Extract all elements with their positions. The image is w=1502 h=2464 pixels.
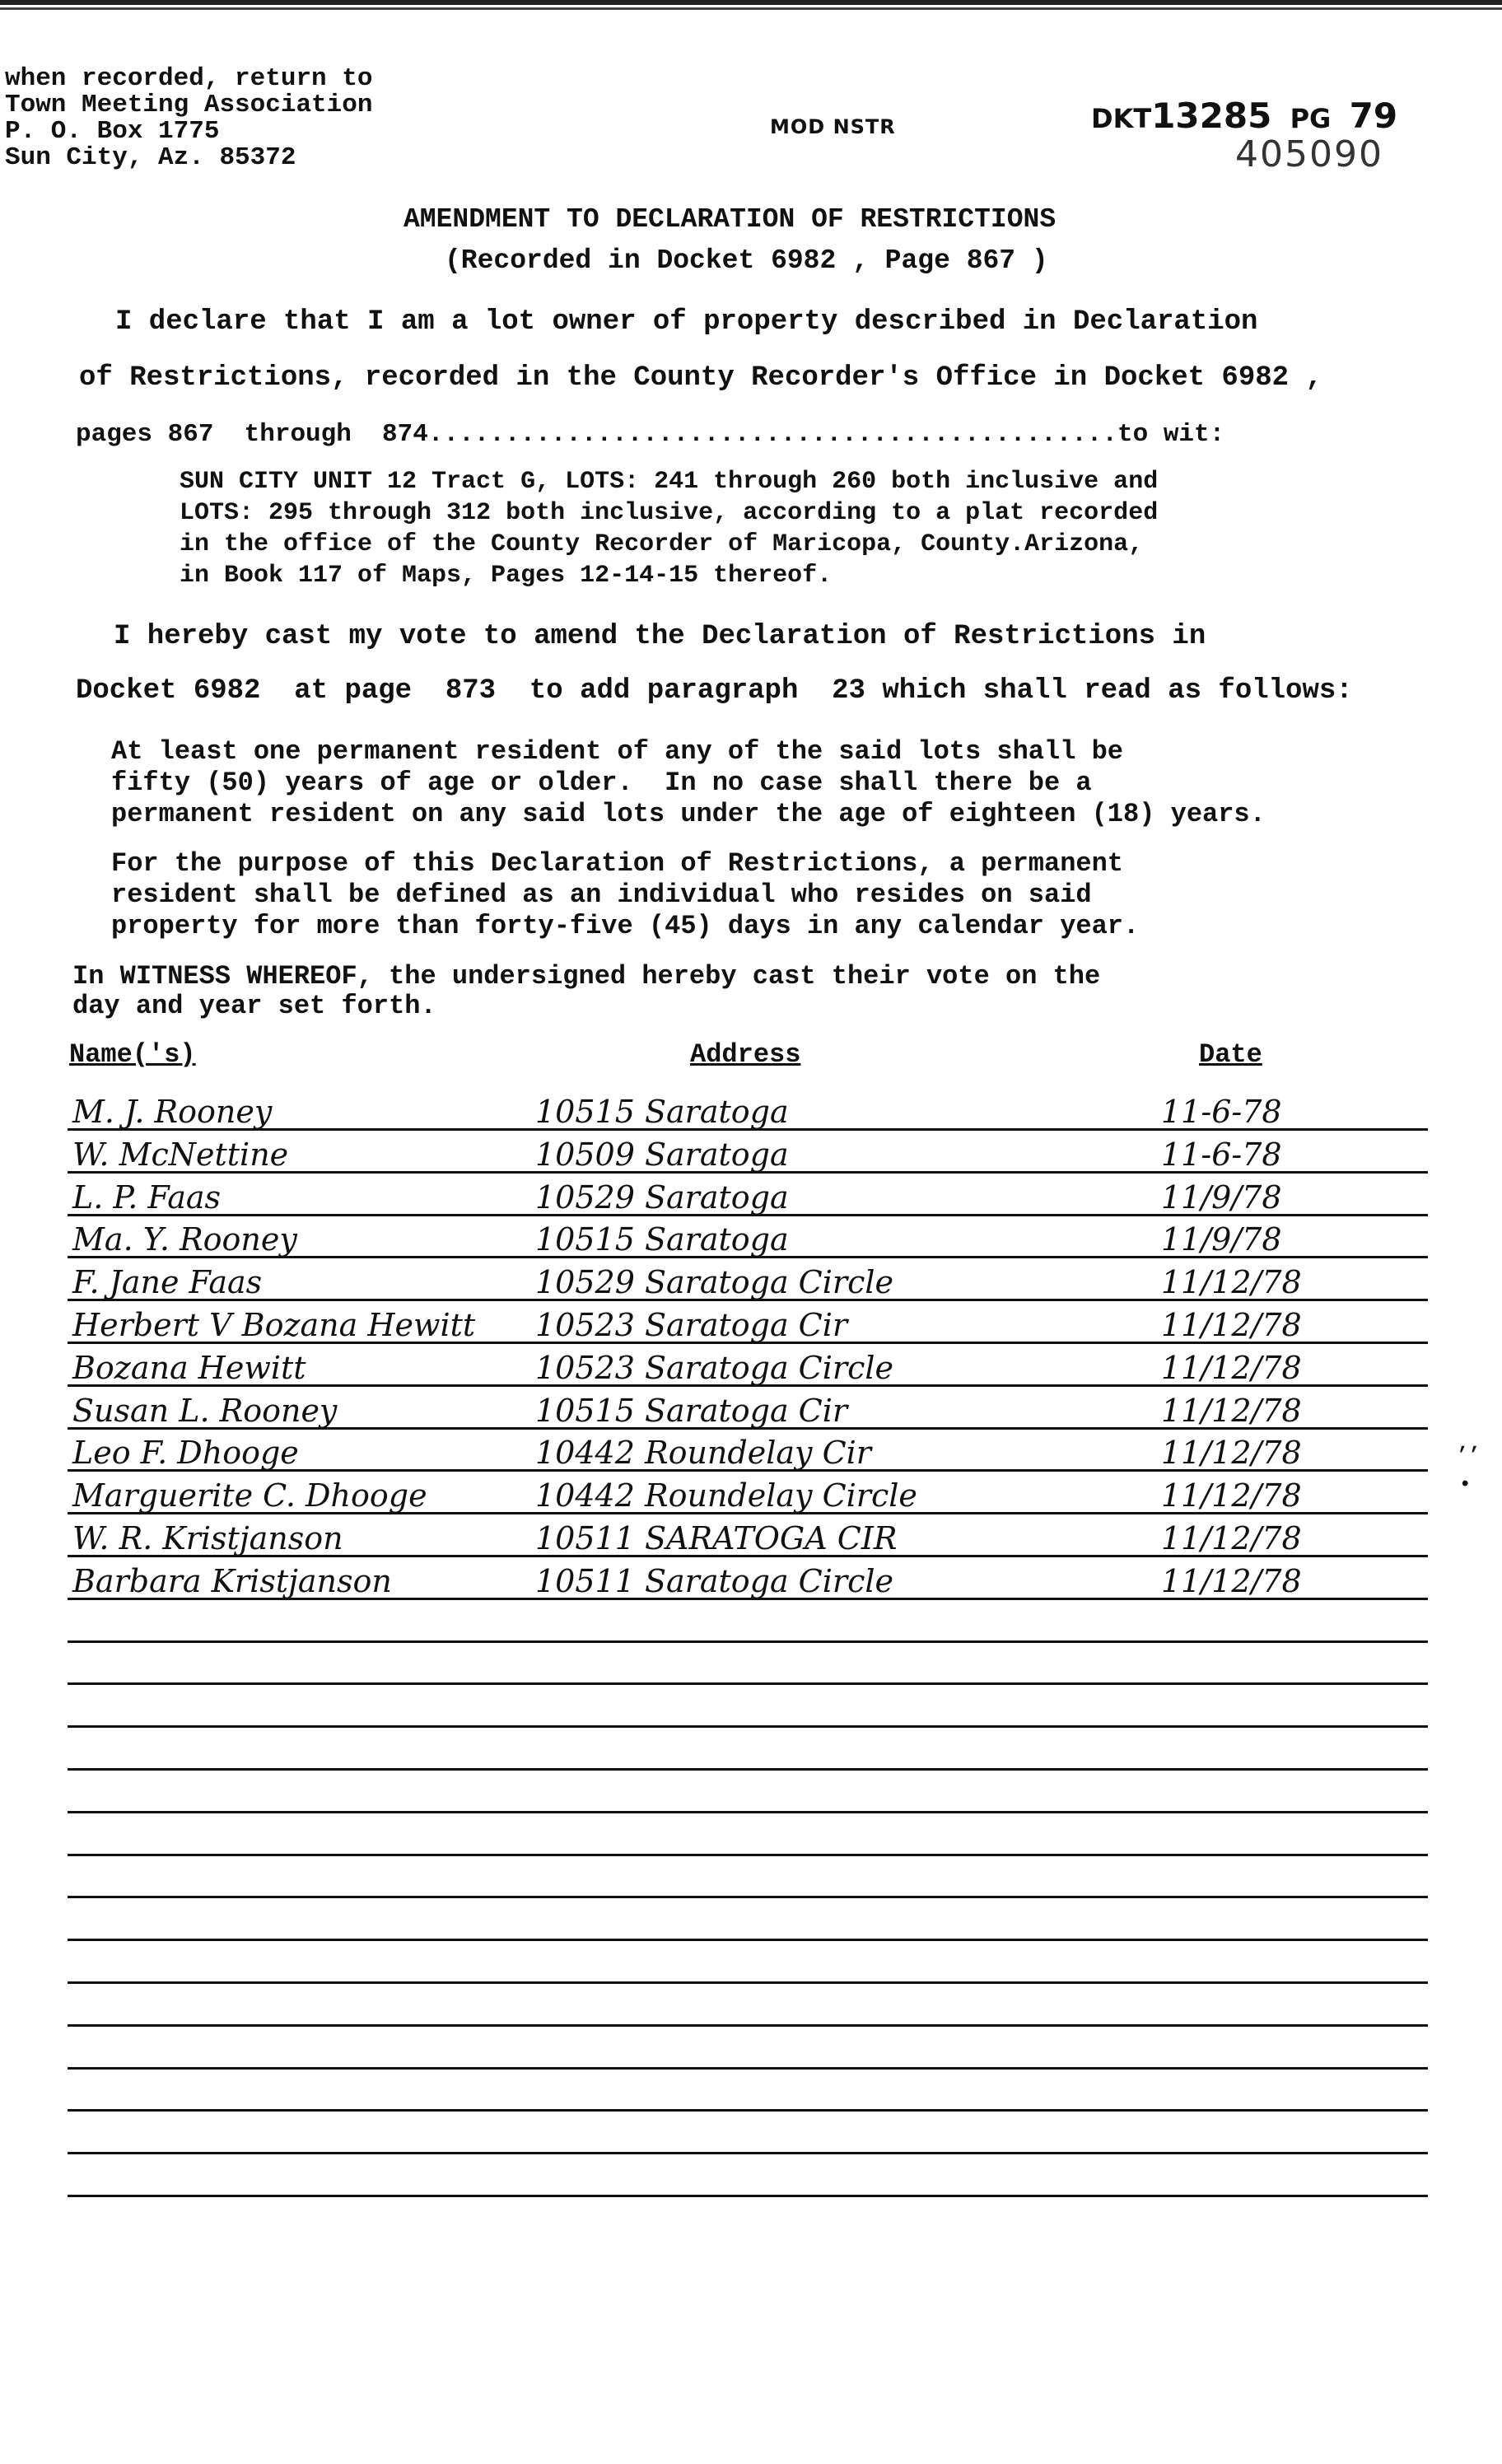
signature-rule-line — [68, 1640, 1428, 1643]
signature-date: 11/9/78 — [1161, 1179, 1282, 1216]
signature-date: 11/12/78 — [1161, 1477, 1302, 1514]
return-line-4: Sun City, Az. 85372 — [5, 143, 296, 172]
signature-rule-line — [68, 1939, 1428, 1941]
signature-address: 10511 SARATOGA CIR — [535, 1520, 898, 1556]
return-line-2: Town Meeting Association — [5, 91, 373, 119]
signature-address: 10442 Roundelay Cir — [535, 1435, 871, 1471]
signature-rule-line — [68, 1811, 1428, 1813]
para23-line-3: permanent resident on any said lots under the age of eighteen (18) years. — [111, 799, 1266, 829]
signature-date: 11-6-78 — [1161, 1094, 1282, 1130]
signature-date: 11/12/78 — [1161, 1264, 1302, 1300]
paragraph-23 — [111, 736, 1266, 830]
docket-stamp — [1091, 96, 1397, 136]
margin-mark: ,, — [1458, 1433, 1481, 1455]
signature-rule-line — [68, 1768, 1428, 1771]
signature-date: 11/12/78 — [1161, 1350, 1302, 1386]
witness-clause — [72, 962, 1100, 1021]
signature-rule-line — [68, 2024, 1428, 2027]
signature-name: W. R. Kristjanson — [72, 1520, 343, 1556]
signature-address: 10529 Saratoga Circle — [535, 1264, 893, 1300]
para23-line-2: fifty (50) years of age or older. In no case shall there be a — [111, 768, 1092, 798]
signature-date: 11/12/78 — [1161, 1307, 1302, 1343]
signature-name: F. Jane Faas — [72, 1264, 263, 1300]
legal-description — [180, 466, 1158, 591]
scan-top-edge — [0, 0, 1502, 25]
signature-address: 10523 Saratoga Circle — [535, 1350, 893, 1386]
header-date: Date — [1199, 1039, 1262, 1070]
dkt-label: DKT — [1091, 103, 1152, 134]
signature-name: Leo F. Dhooge — [72, 1435, 299, 1471]
signature-rule-line — [68, 2109, 1428, 2112]
pg-number: 79 — [1349, 96, 1398, 136]
signature-date: 11/12/78 — [1161, 1520, 1302, 1556]
signature-name: L. P. Faas — [72, 1179, 222, 1216]
margin-dot: • — [1459, 1474, 1472, 1496]
legal-line-2: LOTS: 295 through 312 both inclusive, according to a plat recorded — [180, 499, 1159, 527]
witness-line-1: In WITNESS WHEREOF, the undersigned hereby cast their vote on the — [72, 961, 1101, 992]
signature-address: 10529 Saratoga — [535, 1179, 789, 1216]
signature-address: 10511 Saratoga Circle — [535, 1563, 893, 1599]
definition-line-1: For the purpose of this Declaration of Restrictions, a permanent — [111, 848, 1123, 879]
para23-line-1: At least one permanent resident of any of the said lots shall be — [111, 736, 1123, 767]
definition-line-3: property for more than forty-five (45) days in any calendar year. — [111, 911, 1140, 941]
signature-address: 10523 Saratoga Cir — [535, 1307, 848, 1343]
legal-line-1: SUN CITY UNIT 12 Tract G, LOTS: 241 through 260 both inclusive and — [180, 468, 1159, 496]
signature-rule-line — [68, 1682, 1428, 1685]
signature-rule-line — [68, 1854, 1428, 1856]
declaration-line-3: pages 867 through 874.............................................to wit: — [76, 420, 1225, 449]
signature-date: 11/9/78 — [1161, 1221, 1282, 1258]
dkt-number: 13285 — [1151, 96, 1272, 136]
signature-name: Susan L. Rooney — [72, 1393, 338, 1429]
pg-label: PG — [1290, 103, 1332, 134]
signature-name: Herbert V Bozana Hewitt — [72, 1307, 476, 1343]
signature-name: Marguerite C. Dhooge — [72, 1477, 427, 1514]
declaration-line-2: of Restrictions, recorded in the County Recorder's Office in Docket 6982 , — [79, 362, 1322, 394]
signature-date: 11-6-78 — [1161, 1136, 1282, 1173]
legal-line-4: in Book 117 of Maps, Pages 12-14-15 thereof. — [180, 562, 833, 590]
signature-rule-line — [68, 2152, 1428, 2154]
definition-line-2: resident shall be defined as an individual who resides on said — [111, 880, 1092, 910]
signature-address: 10515 Saratoga — [535, 1221, 789, 1258]
signature-rule-line — [68, 1896, 1428, 1898]
declaration-line-1: I declare that I am a lot owner of property described in Declaration — [115, 306, 1258, 338]
signature-rule-line — [68, 1981, 1428, 1984]
document-title: AMENDMENT TO DECLARATION OF RESTRICTIONS — [403, 204, 1057, 235]
witness-line-2: day and year set forth. — [72, 991, 436, 1021]
signature-address: 10442 Roundelay Circle — [535, 1477, 917, 1514]
legal-line-3: in the office of the County Recorder of Maricopa, County.Arizona, — [180, 530, 1144, 558]
signature-date: 11/12/78 — [1161, 1435, 1302, 1471]
signature-rule-line — [68, 2067, 1428, 2070]
header-name: Name('s) — [69, 1039, 196, 1070]
header-address: Address — [690, 1039, 801, 1070]
signature-date: 11/12/78 — [1161, 1563, 1302, 1599]
signature-address: 10515 Saratoga Cir — [535, 1393, 848, 1429]
signature-name: Barbara Kristjanson — [72, 1563, 392, 1599]
signature-date: 11/12/78 — [1161, 1393, 1302, 1429]
recording-stamp-mid: MOD NSTR — [770, 115, 896, 138]
return-line-3: P. O. Box 1775 — [5, 117, 220, 146]
signature-rule-line — [68, 2195, 1428, 2197]
signature-name: Ma. Y. Rooney — [72, 1221, 297, 1258]
resident-definition — [111, 848, 1139, 942]
signature-name: W. McNettine — [72, 1136, 289, 1173]
vote-line-1: I hereby cast my vote to amend the Declaration of Restrictions in — [114, 621, 1206, 652]
signature-name: M. J. Rooney — [72, 1094, 273, 1130]
signature-address: 10509 Saratoga — [535, 1136, 789, 1173]
signature-name: Bozana Hewitt — [72, 1350, 306, 1386]
vote-line-2: Docket 6982 at page 873 to add paragraph 23 which shall read as follows: — [76, 675, 1353, 707]
recorded-reference: (Recorded in Docket 6982 , Page 867 ) — [445, 245, 1048, 276]
signature-rule-line — [68, 1725, 1428, 1728]
return-address-block — [5, 66, 372, 171]
signature-address: 10515 Saratoga — [535, 1094, 789, 1130]
document-number: 405090 — [1235, 133, 1383, 175]
return-line-1: when recorded, return to — [5, 64, 373, 93]
